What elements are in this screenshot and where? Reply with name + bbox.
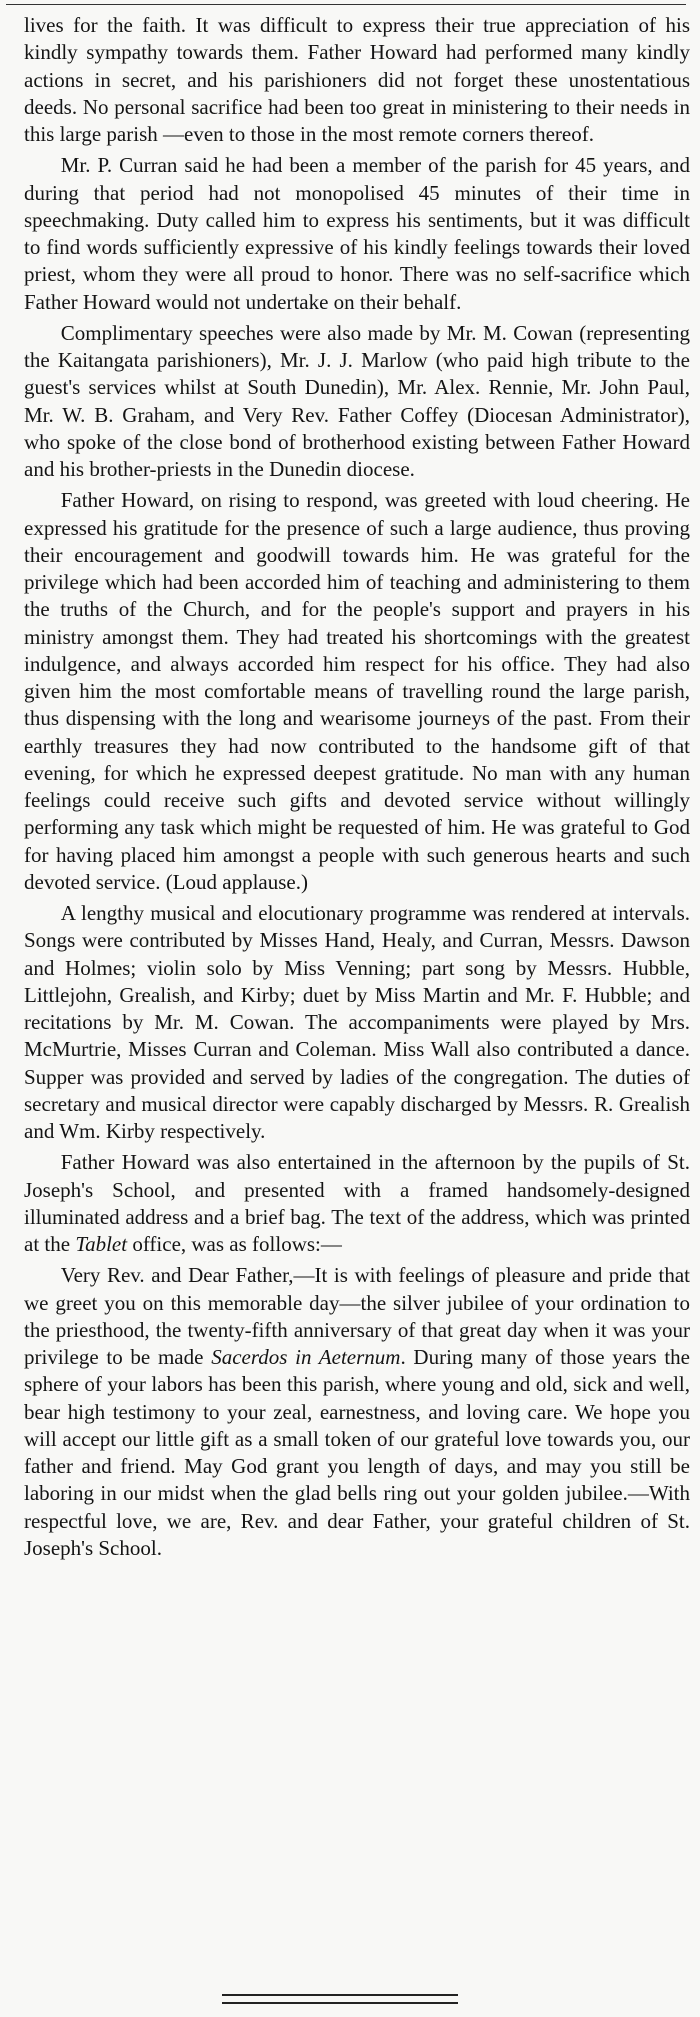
sacerdos-italic: Sacerdos in Aeternum: [211, 1345, 401, 1369]
paragraph-address-text: [24, 1262, 690, 1562]
top-rule: [6, 4, 686, 5]
paragraph-howard-response: Father Howard, on rising to respond, was greeted with loud cheering. He expressed his gratitude for the presence of such a large audience, thus proving their encouragement and goodwill towards him. He was grateful for the privilege which had been accorded him of teaching and administering to them the truths of the Church, and for the people's support and prayers in his ministry amongst them. They had treated his shortcomings with the greatest indulgence, and always accorded him respect for his office. They had also given him the most comfortable means of travelling round the large parish, thus dispensing with the long and wearisome journeys of the past. From their earthly treasures they had now contributed to the handsome gift of that evening, for which he expressed deepest gratitude. No man with any human feelings could receive such gifts and devoted service without willingly performing any task which might be requested of him. He was grateful to God for having placed him amongst a people with such generous hearts and such devoted service. (Loud applause.): [24, 488, 690, 894]
tablet-italic: Tablet: [75, 1232, 128, 1256]
school-entertainment-text-a: Father Howard was also entertained in the afternoon by the pupils of St. Joseph's School, and presented with a framed handsomely-designed illuminated address and a brief bag. The text of the address, which was printed at the: [24, 1150, 690, 1256]
paragraph-curran-speech: Mr. P. Curran said he had been a member of the parish for 45 years, and during that period had not monopolised 45 minutes of their time in speechmaking. Duty called him to express his sentiments, but it was difficult to find words sufficiently expressive of his kindly feelings towards their loved priest, whom they were all proud to honor. There was no self-sacrifice which Father Howard would not undertake on their behalf.: [24, 153, 690, 314]
paragraph-complimentary-speeches: Complimentary speeches were also made by Mr. M. Cowan (representing the Kaitangata parishioners), Mr. J. J. Marlow (who paid high tribute to the guest's services whilst at South Dunedin), Mr. Alex. Rennie, Mr. John Paul, Mr. W. B. Graham, and Very Rev. Father Coffey (Diocesan Administrator), who spoke of the close bond of brotherhood existing between Father Howard and his brother-priests in the Dunedin diocese.: [24, 320, 690, 481]
article-end-rule: [222, 1994, 458, 2004]
address-text-b: . During many of those years the sphere of your labors has been this parish, where young and old, sick and well, bear high testimony to your zeal, earnestness, and loving care. We hope you will accept our little gift as a small token of our grateful love towards you, our father and friend. May God grant you length of days, and may you still be laboring in our midst when the glad bells ring out your golden jubilee.—With respectful love, we are, Rev. and dear Father, your grateful children of St. Joseph's School.: [24, 1345, 690, 1560]
school-entertainment-text-b: office, was as follows:—: [127, 1232, 342, 1256]
paragraph-closing-tribute: lives for the faith. It was difficult to express their true appreciation of his kindly sympathy towards them. Father Howard had performed many kindly actions in secret, and his parishioners did not forget these unostentatious deeds. No personal sacrifice had been too great in ministering to their needs in this large parish —even to those in the most remote corners thereof.: [24, 13, 690, 146]
article-column: [24, 12, 690, 1566]
address-text-a: Very Rev. and Dear Father,—It is with feelings of pleasure and pride that we greet you on this memorable day—the silver jubilee of your ordination to the priesthood, the twenty-fifth anniversary of that great day when it was your privilege to be made: [24, 1263, 690, 1369]
paragraph-school-entertainment: [24, 1149, 690, 1258]
paragraph-musical-programme: A lengthy musical and elocutionary programme was rendered at intervals. Songs were contributed by Misses Hand, Healy, and Curran, Messrs. Dawson and Holmes; violin solo by Miss Venning; part song by Messrs. Hubble, Littlejohn, Grealish, and Kirby; duet by Miss Martin and Mr. F. Hubble; and recitations by Mr. M. Cowan. The accompaniments were played by Mrs. McMurtrie, Misses Curran and Coleman. Miss Wall also contributed a dance. Supper was provided and served by ladies of the congregation. The duties of secretary and musical director were capably discharged by Messrs. R. Grealish and Wm. Kirby respectively.: [24, 901, 690, 1143]
